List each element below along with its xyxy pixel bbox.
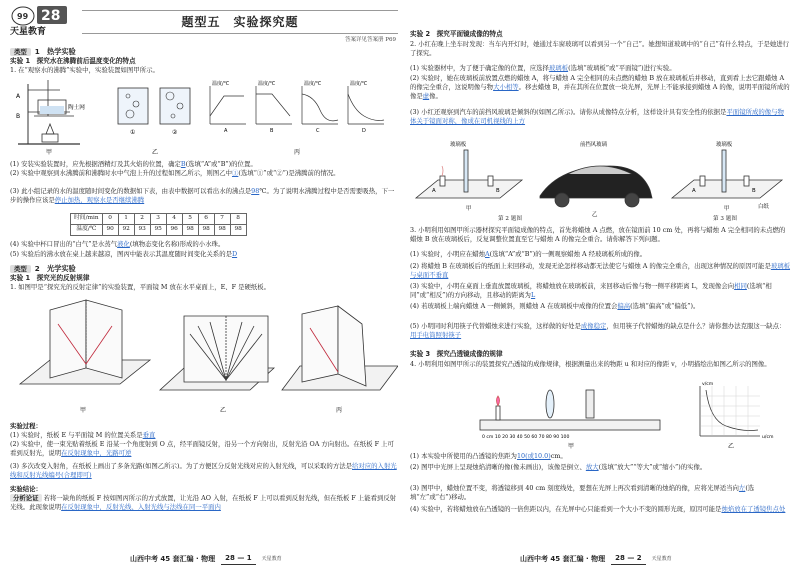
brand-name: 天星教育 [10, 27, 47, 37]
axis-label: u/cm [762, 435, 774, 440]
page-number: 28 — 1 [221, 554, 256, 565]
text-span: (选填“A”或“B”)的一侧观察蜡烛 A 经玻璃板所成的像。 [489, 250, 647, 258]
text-span: 10(或10.0) [516, 452, 551, 460]
text-span: A [485, 250, 490, 258]
question-3-1 [410, 250, 790, 259]
text-span: 像。 [429, 91, 442, 100]
figure-caption: 乙 [220, 407, 227, 414]
text-span: (1) 安装实验装置时，应先根据酒精灯及其火焰的位置，确定 [10, 160, 181, 168]
footer-left [130, 554, 282, 565]
table-row [71, 214, 247, 225]
text-span: 分析论证 [10, 494, 42, 502]
text-span: (4) 实验中，若将蜡烛放在凸透镜的一倍焦距以内，在光屏中心只能看到一个大小不变的圆形光斑，原因可能是 [410, 505, 722, 513]
axis-label: v/cm [702, 382, 714, 387]
figure-caption: 甲 [724, 206, 730, 212]
figure-caption: 乙 [152, 149, 159, 156]
brand-logo [10, 4, 70, 38]
question-4-3 [410, 484, 790, 502]
question-2-1 [410, 64, 790, 73]
question-4-4 [410, 505, 790, 514]
question-1-3 [10, 187, 398, 205]
answer-reference: 答案详见答案册 P69 [345, 37, 396, 43]
experiment-title: 实验 3 探究凸透镜成像的规律 [410, 350, 503, 358]
text-span: (选填“玻璃板”或“平面镜”)进行实验。 [568, 64, 676, 72]
figure-label: A [692, 188, 696, 194]
question-4-2 [410, 463, 790, 472]
text-span: 相同 [734, 282, 747, 290]
text-span: (1) 实验时，纸板 E 与平面镜 M 的位置关系是 [10, 431, 143, 439]
graph-label: B [270, 128, 274, 134]
text-span: (4) 实验中杯口冒出的“白气”是水蒸气 [10, 240, 118, 248]
question-1-5 [10, 250, 398, 259]
text-span: 停止加热，观察水是否继续沸腾 [54, 195, 145, 204]
text-span: 3 [150, 214, 166, 225]
section-title: 1 热学实验 [34, 47, 76, 56]
footer-brand: 天星教育 [651, 556, 672, 563]
figure-caption: 乙 [728, 443, 735, 450]
figure-label: B [496, 188, 500, 194]
text-span: 0 [102, 214, 118, 225]
text-span: 垂直 [142, 431, 156, 439]
figure-caption: 丙 [336, 407, 343, 414]
text-span: 成像稳定 [580, 322, 607, 330]
text-span: 大小相等 [493, 82, 519, 91]
text-span: (1) 实验时，小明应在蜡烛 [410, 250, 485, 258]
text-span: 在反射现象中，光路可逆 [61, 448, 132, 457]
text-span: (1) 本实验中所使用的凸透镜的焦距为 [410, 452, 517, 460]
text-span: 同一平面内 [188, 502, 221, 511]
text-span: 若将一缺角的纸板 F 按如图丙所示的方式放置，让光沿 AO 入射，在纸板 F 上可以看到反射光线，但在纸板 F 上能看到反射光线。此现象说明 [10, 494, 397, 511]
text-span: 偏高 [617, 302, 631, 310]
text-span: 。移去蜡烛 B，并在其所在位置放一块光屏，光屏上不能承接到蜡烛 A 的像，说明平面镜所成的像是 [410, 82, 790, 100]
text-span: 4 [166, 214, 182, 225]
figure-label: 白纸 [758, 204, 769, 210]
question-2-2 [410, 74, 790, 100]
text-span: 烛焰放在了透镜焦点处 [721, 505, 786, 513]
text-span: 8 [230, 214, 246, 225]
text-span: 98 [198, 224, 214, 235]
text-span: 1 [118, 214, 134, 225]
text-span: ，但用筷子代替蜡烛的缺点是什么？请你想办法克服这一缺点： [606, 322, 786, 330]
axis-label: 温度/℃ [304, 81, 322, 87]
figure-caption: 丙 [294, 149, 301, 156]
question-intro: 1. 在“观察水的沸腾”实验中，实验装置如图甲所示。 [10, 66, 159, 74]
text-span: (2) 实验中观察到水沸腾前和沸腾时水中气泡上升的过程如图乙所示，则图乙中 [10, 169, 232, 177]
axis-label: 温度/℃ [258, 81, 276, 87]
text-span: (选填“相同”或“相反”)的方向移动，且移动的距离为 [410, 282, 772, 299]
figure-caption-2: 第 2 题图 [498, 216, 522, 222]
graph-label: D [362, 128, 366, 134]
figure-label: 玻璃板 [716, 142, 733, 148]
text-span: (选填“①”或“②”)是沸腾前的情况。 [238, 169, 340, 177]
lens-figure [410, 380, 790, 450]
text-span: 平面镜所成的像与物体关于镜面对称，像成在司机视线的上方 [410, 108, 784, 125]
question-1-2 [10, 169, 398, 178]
text-span: (选填“偏高”或“偏低”)。 [630, 302, 700, 310]
text-span: D [231, 250, 238, 258]
text-span: 96 [166, 224, 182, 235]
footer-right [520, 554, 672, 565]
figure-caption: 甲 [46, 149, 53, 156]
text-span: 93 [134, 224, 150, 235]
text-span: (5) 实验后的沸水放在桌上越来越凉，图丙中能表示其温度随时间变化关系的是 [10, 250, 232, 258]
question-intro: 1. 如图甲是“探究光的反射定律”的实验装置，平面镜 M 放在水平桌面上，E、F 是硬纸板。 [10, 283, 271, 291]
graph-label: A [224, 128, 228, 134]
text-span: B [180, 160, 186, 168]
process-step-1 [10, 431, 398, 440]
process-step-3 [10, 462, 398, 480]
question-3-intro: 3. 小明利用如图甲所示器材探究平面镜成像的特点，首先将蜡烛 A 点燃，放在镜面前 10 cm 处，再将与蜡烛 A 完全相同的未点燃的蜡烛 B 放在玻璃板后，反复调整位置直至它与蜡烛 A 的像完全重合。请你解答下列问题。 [410, 226, 786, 243]
experiment-title: 实验 1 探究光的反射规律 [10, 274, 90, 282]
footer-brand: 天星教育 [261, 556, 282, 563]
text-span: 95 [150, 224, 166, 235]
svg-text:①: ① [130, 129, 136, 136]
section-heat [10, 47, 398, 57]
text-span: 给对应的入射光线和反射光线编号(合理即可) [10, 462, 397, 479]
text-span: 98 [230, 224, 246, 235]
text-span: 液化 [117, 240, 130, 248]
text-span: 90 [102, 224, 118, 235]
text-span: 98 [251, 187, 260, 195]
figure-caption-3: 第 3 题图 [713, 216, 737, 222]
text-span: (1) 实验器材中，为了便于确定像的位置，应选择 [410, 64, 549, 72]
text-span: 98 [214, 224, 230, 235]
section-tag: 类型 [10, 265, 31, 274]
text-span: 6 [198, 214, 214, 225]
text-span: 98 [182, 224, 198, 235]
question-4-intro: 4. 小明利用如图甲所示的装置探究凸透镜的成像规律，根据测量出来的物距 u 和对应的像距 v，小明描绘出如图乙所示的图像。 [410, 360, 771, 368]
left-column [10, 0, 398, 569]
text-span: (3) 多次改变入射角，在纸板上画出了多条光路(如图乙所示)。为了方便区分反射光线对应的入射光线，可以采取的方法是 [10, 462, 352, 470]
text-span: 放大 [585, 463, 599, 471]
page-title: 题型五 实验探究题 [181, 14, 299, 29]
text-span: 玻璃板 [548, 64, 569, 72]
text-span: cm。 [550, 452, 567, 460]
text-span: (3) 实验中，小明在桌面上垂直放置玻璃板，将蜡烛放在玻璃板前，来回移动后像与物一侧平移距离 L，发现像会向 [410, 282, 735, 290]
table-row [71, 224, 247, 235]
page-number: 28 — 2 [611, 554, 646, 565]
question-3-5 [410, 322, 790, 340]
text-span: (2) 实验中，使一束光贴着纸板 E 沿某一个角度射到 O 点，经平面镜反射，沿另一个方向射出，反射光沿 OA 方向射出。在纸板 F 上可看到反射光，说明 [10, 440, 394, 457]
text-span: (4) 若玻璃板上端向蜡烛 A 一侧倾斜，则蜡烛 A 在玻璃板中成像的位置会 [410, 302, 618, 310]
text-span: (3) 图甲中，蜡烛位置不变，将透镜移到 40 cm 刻度线处，要想在光屏上再次看到清晰的烛焰的像，应将光屏适当向 [410, 484, 739, 492]
section-tag: 类型 [10, 48, 31, 57]
section-optics [10, 264, 398, 274]
figure-label: B [752, 188, 756, 194]
label-asbestos: 陶土网 [68, 105, 85, 111]
question-4-1 [410, 452, 790, 461]
text-span: (选填“A”或“B”)的位置。 [185, 160, 257, 168]
figure-caption: 甲 [466, 206, 472, 212]
text-span: (2) 图甲中光屏上呈现烛焰清晰的像(像未画出)，该像是倒立、 [410, 463, 586, 471]
experiment-title: 实验 2 探究平面镜成像的特点 [410, 30, 503, 38]
text-span: ① [231, 169, 239, 177]
question-3-4 [410, 302, 790, 311]
figure-caption: 甲 [80, 407, 87, 414]
text-span: (选填“左”或“右”)移动。 [410, 484, 755, 501]
question-3-3 [410, 282, 790, 300]
experiment-title: 实验 1 探究水在沸腾前后温度变化的特点 [10, 57, 136, 65]
temperature-table [70, 213, 247, 236]
right-column [410, 0, 790, 569]
question-intro: 2. 小红在晚上坐车时发现：当车内开灯时，她通过车窗玻璃可以看到另一个“自己”。她想知道玻璃中的“自己”有什么特点，于是她进行了探究。 [410, 40, 790, 57]
conclusion-step-4 [10, 494, 398, 512]
badge-number: 28 [41, 8, 61, 24]
svg-text:99: 99 [17, 12, 29, 21]
text-span: 92 [118, 224, 134, 235]
svg-text:B: B [16, 113, 21, 120]
text-span: 7 [214, 214, 230, 225]
text-span: 玻璃板与桌面不垂直 [410, 262, 791, 279]
figure-label: A [432, 188, 436, 194]
question-2-3 [410, 108, 790, 126]
text-span: (选填“放大”“等大”或“缩小”)的实像。 [598, 463, 707, 471]
text-span: 虚 [422, 91, 430, 100]
question-3-2 [410, 262, 790, 280]
text-span: 2 [134, 214, 150, 225]
footer-text: 山西中考 45 套汇编 · 物理 [130, 554, 216, 563]
footer-text: 山西中考 45 套汇编 · 物理 [520, 554, 606, 563]
text-span: 左 [738, 484, 746, 492]
boiling-figure [10, 76, 398, 158]
axis-label: 温度/℃ [212, 81, 230, 87]
process-title: 实验过程： [10, 422, 42, 430]
text-span: (2) 实验时，她在玻璃板前放置点燃的蜡烛 A，将与蜡烛 A 完全相同的未点燃的蜡烛 B 放在玻璃板后并移动，直到看上去它跟蜡烛 A 的像完全重合，这说明像与物 [410, 74, 785, 91]
text-span: (5) 小明同时利用筷子代替蜡烛来进行实验，这样做的好处是 [410, 322, 581, 330]
svg-text:②: ② [172, 129, 178, 136]
text-span: 5 [182, 214, 198, 225]
question-1-1 [10, 160, 398, 169]
figure-caption: 乙 [592, 212, 598, 218]
table-header-cell: 温度/℃ [71, 224, 103, 235]
figure-caption: 甲 [568, 443, 575, 450]
text-span: ℃。为了说明水沸腾过程中是否需要吸热，下一步的操作应该是 [10, 187, 395, 204]
title-band [82, 10, 398, 34]
text-span: (3) 小红还观察到汽车的前挡风玻璃是倾斜的(如图乙所示)。请你从成像特点分析，这样设计具有安全性的依据是 [410, 108, 727, 116]
ruler-label: 0 cm 10 20 30 40 50 60 70 80 90 100 [482, 435, 570, 440]
mirror-figure [410, 136, 790, 220]
conclusion-title: 实验结论： [10, 485, 42, 493]
table-header-cell: 时间/min [71, 214, 103, 225]
text-span: (填物态变化名称)形成的小水珠。 [129, 240, 225, 248]
figure-label: 玻璃板 [450, 142, 467, 148]
axis-label: 温度/℃ [350, 81, 368, 87]
question-1-4 [10, 240, 398, 249]
svg-text:A: A [16, 93, 21, 100]
figure-label: 前挡风玻璃 [580, 142, 607, 148]
process-step-2 [10, 440, 398, 458]
text-span: 在反射现象中，反射光线、入射光线与法线在 [61, 502, 189, 511]
text-span: 用手电筒照射筷子 [410, 330, 462, 339]
section-title: 2 光学实验 [34, 264, 76, 273]
text-span: (2) 将蜡烛 B 在玻璃板后的纸面上来回移动，发现无论怎样移动都无法使它与蜡烛 A 的像完全重合，出现这种情况的原因可能是 [410, 262, 771, 270]
reflection-figure [10, 294, 398, 418]
graph-label: C [316, 128, 320, 134]
text-span: (3) 此小组记录的水的温度随时间变化的数据如下表，由表中数据可以看出水的沸点是 [10, 187, 252, 195]
text-span: L [530, 290, 536, 299]
